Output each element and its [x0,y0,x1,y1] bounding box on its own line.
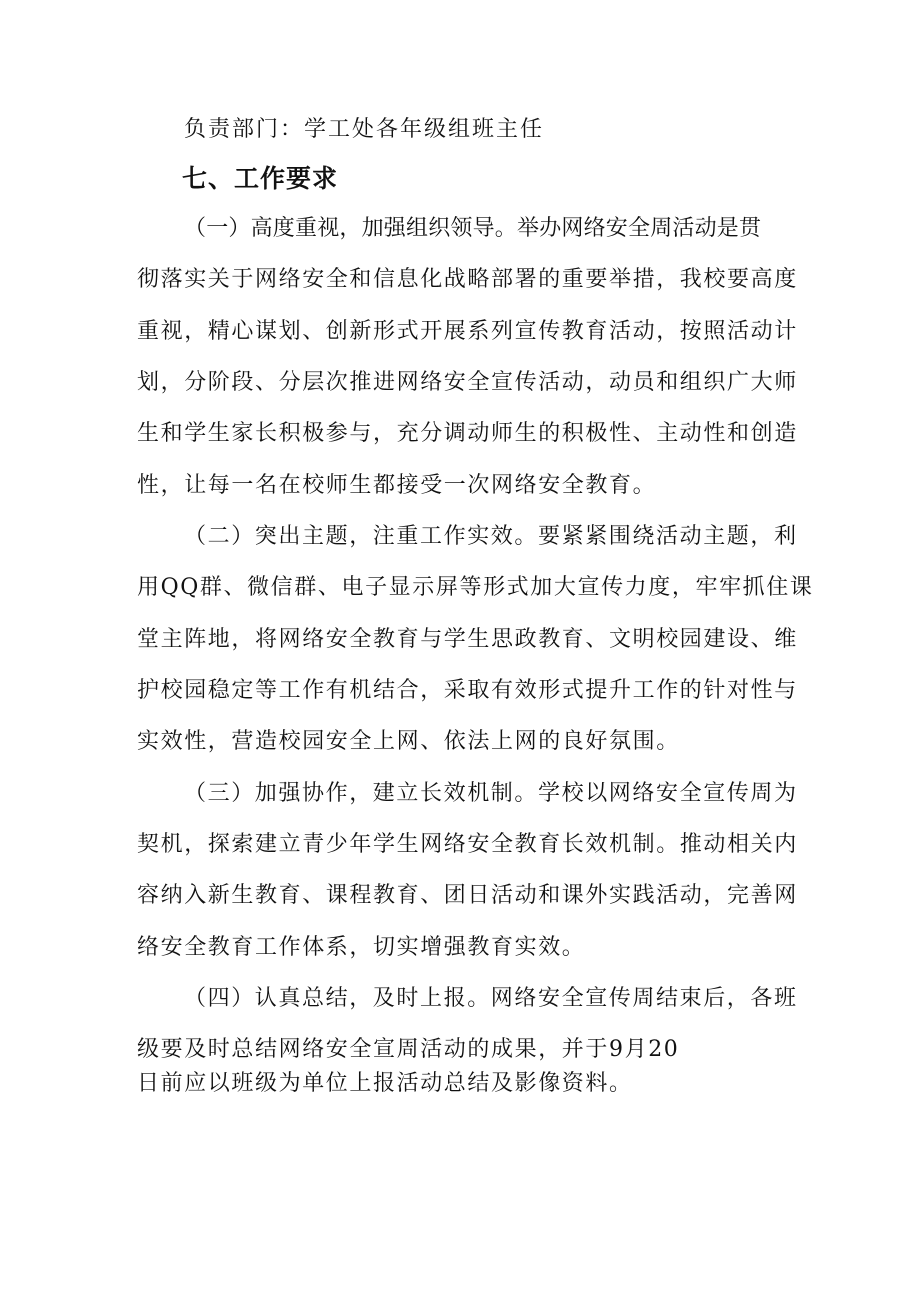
paragraph-1-line-6: 性，让每一名在校师生都接受一次网络安全教育。 [137,473,657,498]
paragraph-1-line-1: （一）高度重视，加强组织领导。举办网络安全周活动是贯 [184,216,762,241]
paragraph-3-line-4: 络安全教育工作体系，切实增强教育实效。 [137,935,586,960]
responsible-department: 负责部门：学工处各年级组班主任 [184,117,545,142]
section-heading: 七、工作要求 [182,164,339,193]
paragraph-4-line-3: 日前应以班级为单位上报活动总结及影像资料。 [137,1071,633,1096]
paragraph-2-line-1: （二）突出主题，注重工作实效。要紧紧围绕活动主题，利 [184,524,798,549]
paragraph-4-line-1: （四）认真总结，及时上报。网络安全宣传周结束后，各班 [184,986,798,1011]
paragraph-2-line-5: 实效性，营造校园安全上网、依法上网的良好氛围。 [137,729,680,754]
paragraph-1-line-5: 生和学生家长积极参与，充分调动师生的积极性、主动性和创造 [137,421,798,446]
paragraph-2-line-4: 护校园稳定等工作有机结合，采取有效形式提升工作的针对性与 [137,678,798,703]
paragraph-2-line-2: 用QQ群、微信群、电子显示屏等形式加大宣传力度，牢牢抓住课 [137,575,814,600]
paragraph-1-line-4: 划，分阶段、分层次推进网络安全宣传活动，动员和组织广大师 [137,370,798,395]
paragraph-3-line-1: （三）加强协作，建立长效机制。学校以网络安全宣传周为 [184,781,798,806]
paragraph-1-line-3: 重视，精心谋划、创新形式开展系列宣传教育活动，按照活动计 [137,319,798,344]
paragraph-4-line-2: 级要及时总结网络安全宣周活动的成果，并于9月20 [137,1037,680,1062]
paragraph-3-line-2: 契机，探索建立青少年学生网络安全教育长效机制。推动相关内 [137,832,798,857]
paragraph-3-line-3: 容纳入新生教育、课程教育、团日活动和课外实践活动，完善网 [137,883,798,908]
paragraph-2-line-3: 堂主阵地，将网络安全教育与学生思政教育、文明校园建设、维 [137,627,798,652]
paragraph-1-line-2: 彻落实关于网络安全和信息化战略部署的重要举措，我校要高度 [137,267,798,292]
